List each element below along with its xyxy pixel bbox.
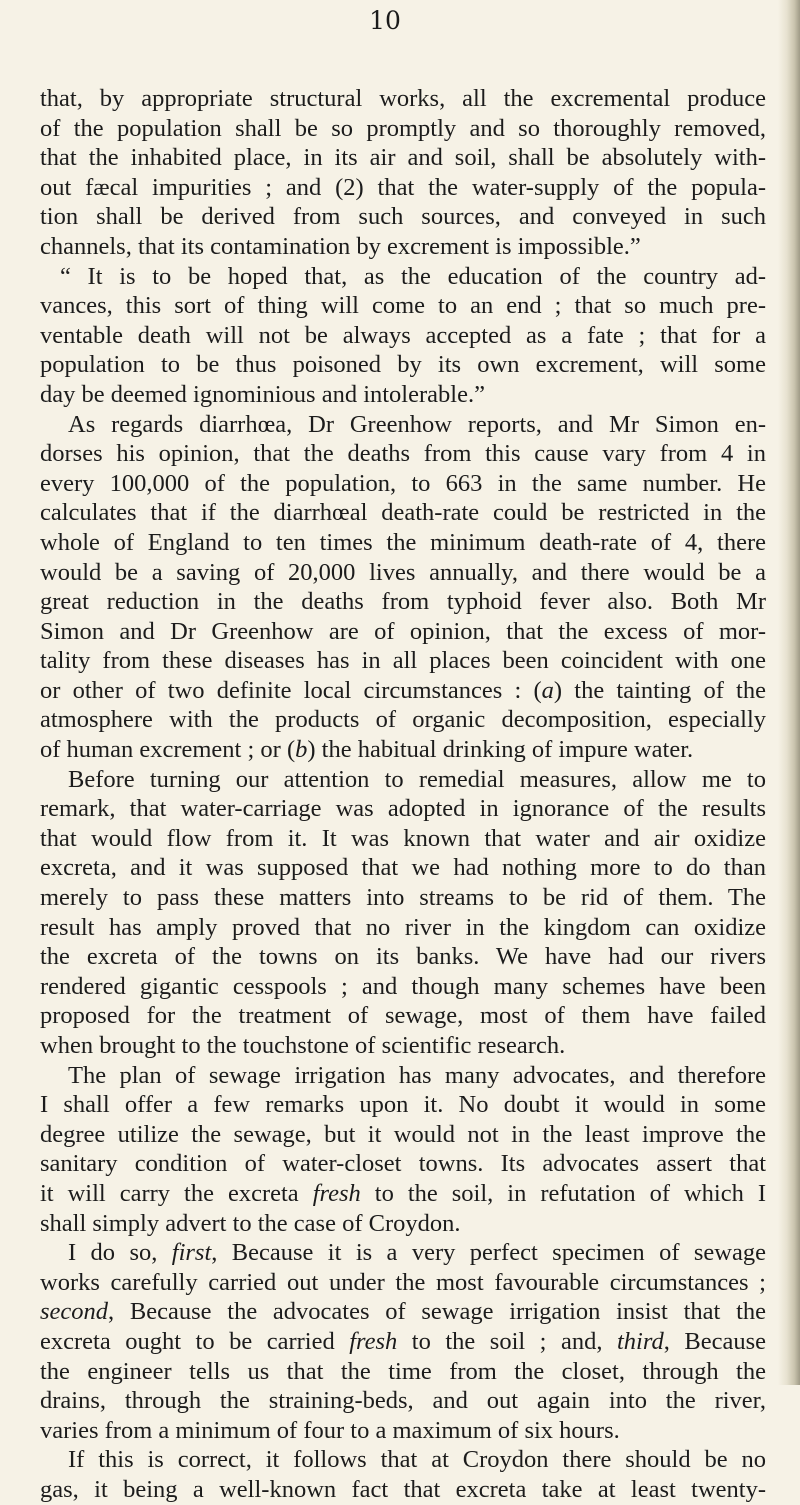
text-line: Before turning our attention to remedial measures, allow me to [68,765,766,793]
text-line: “ It is to be hoped that, as the education of the country ad- [60,262,766,290]
text-line: dorses his opinion, that the deaths from this cause vary from 4 in [40,440,766,468]
text-line: of human excrement ; or (b) the habitual drinking of impure water. [40,736,694,764]
text-line: it will carry the excreta fresh to the soil, in refutation of which I [40,1179,767,1207]
text-line: works carefully carried out under the most favourable circumstances ; [40,1268,766,1296]
text-line: gas, it being a well-known fact that excreta take at least twenty- [40,1475,766,1503]
text-line: drains, through the straining-beds, and out again into the river, [40,1387,766,1415]
text-line: would be a saving of 20,000 lives annually, and there would be a [40,558,766,586]
text-line: the excreta of the towns on its banks. We have had our rivers [40,943,766,971]
text-line: every 100,000 of the population, to 663 in the same number. He [40,469,766,497]
text-line: shall simply advert to the case of Croydon. [40,1209,461,1237]
text-line: result has amply proved that no river in the kingdom can oxidize [40,913,766,941]
page-number: 10 [369,6,401,35]
text-line: ventable death will not be always accepted as a fate ; that for a [40,321,766,349]
text-line: population to be thus poisoned by its own excrement, will some [40,351,766,379]
text-line: remark, that water-carriage was adopted in ignorance of the results [40,795,766,823]
text-line: vances, this sort of thing will come to an end ; that so much pre- [40,292,766,320]
text-line: of the population shall be so promptly and so thoroughly removed, [40,114,766,142]
text-line: channels, that its contamination by excrement is impossible.” [40,232,641,260]
text-line: As regards diarrhœa, Dr Greenhow reports, and Mr Simon en- [68,410,766,438]
text-line: whole of England to ten times the minimum death-rate of 4, there [40,528,766,556]
text-line: rendered gigantic cesspools ; and though many schemes have been [40,972,766,1000]
text-line: excreta, and it was supposed that we had nothing more to do than [40,854,766,882]
text-line: proposed for the treatment of sewage, most of them have failed [40,1002,766,1030]
text-line: out fæcal impurities ; and (2) that the water-supply of the popula- [40,173,766,201]
text-line: Simon and Dr Greenhow are of opinion, that the excess of mor- [40,617,766,645]
text-line: If this is correct, it follows that at Croydon there should be no [68,1446,766,1474]
text-line: day be deemed ignominious and intolerable.” [40,380,485,408]
text-line: degree utilize the sewage, but it would not in the least improve the [40,1120,766,1148]
text-line: tion shall be derived from such sources, and conveyed in such [40,203,766,231]
text-line: The plan of sewage irrigation has many advocates, and therefore [68,1061,766,1089]
body-text [40,84,766,1505]
text-line: second, Because the advocates of sewage irrigation insist that the [40,1298,766,1326]
text-line: that would flow from it. It was known that water and air oxidize [40,824,766,852]
text-line: I shall offer a few remarks upon it. No doubt it would in some [40,1091,766,1119]
text-line: when brought to the touchstone of scientific research. [40,1032,566,1059]
text-line: that the inhabited place, in its air and soil, shall be absolutely with- [40,144,766,172]
text-line: great reduction in the deaths from typhoid fever also. Both Mr [40,588,766,616]
text-line: or other of two definite local circumstances : (a) the tainting of the [40,676,766,704]
text-line: calculates that if the diarrhœal death-rate could be restricted in the [40,499,766,527]
text-line: that, by appropriate structural works, all the excremental produce [40,85,766,112]
text-line: I do so, first, Because it is a very perfect specimen of sewage [68,1239,766,1267]
page-edge-shadow [778,0,800,1385]
text-line: excreta ought to be carried fresh to the soil ; and, third, Because [40,1327,766,1355]
text-line: tality from these diseases has in all places been coincident with one [40,647,766,675]
text-line: sanitary condition of water-closet towns. Its advocates assert that [40,1150,766,1178]
text-line: atmosphere with the products of organic decomposition, especially [40,706,766,734]
text-line: varies from a minimum of four to a maximum of six hours. [40,1416,620,1444]
text-line: the engineer tells us that the time from the closet, through the [40,1357,766,1385]
text-line: merely to pass these matters into streams to be rid of them. The [40,884,766,912]
